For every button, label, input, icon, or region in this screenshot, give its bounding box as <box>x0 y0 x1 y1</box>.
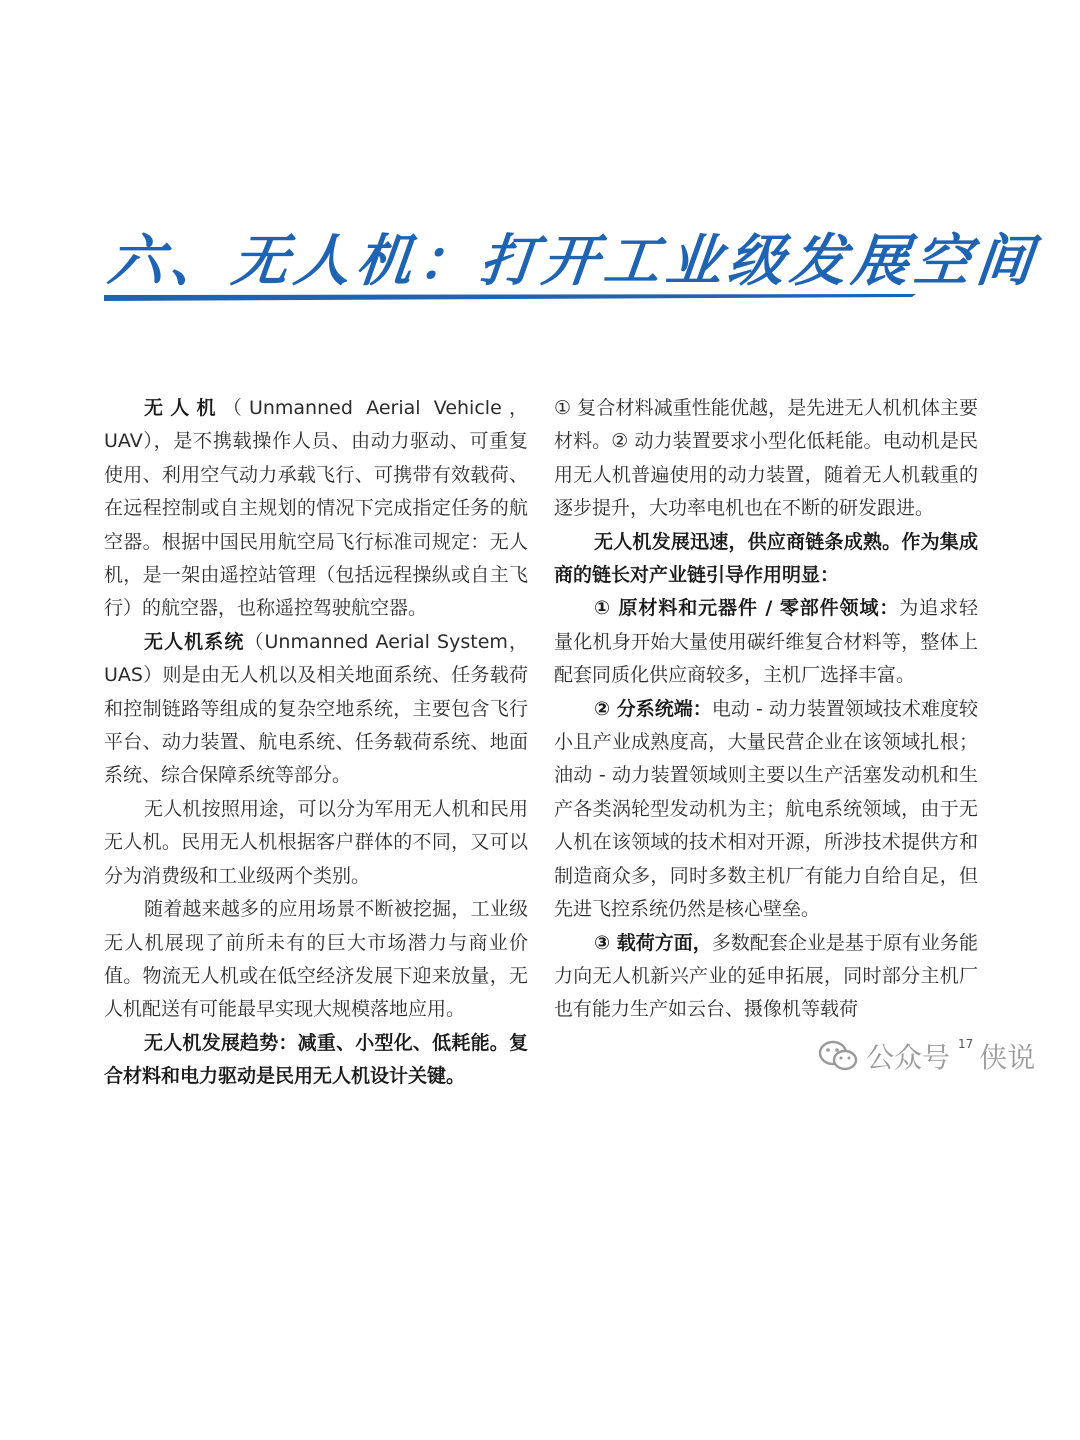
paragraph-uav-definition <box>104 392 528 626</box>
paragraph-market: 随着越来越多的应用场景不断被挖掘，工业级无人机展现了前所未有的巨大市场潜力与商业价值。物流无人机或在低空经济发展下迎来放量，无人机配送有可能最早实现大规模落地应用。 <box>104 898 528 1021</box>
author-name: 侠说 <box>979 1041 1036 1074</box>
right-column <box>554 392 978 1027</box>
watermark-footer <box>818 1036 1035 1076</box>
paragraph-raw-materials <box>554 592 978 692</box>
paragraph-text: （Unmanned Aerial Vehicle，UAV），是不携载操作人员、由动力驱动、可重复使用、利用空气动力承载飞行、可携带有效载荷、在远程控制或自主规划的情况下完成指定任务的航空器。根据中国民用航空局飞行标准司规定：无人机，是一架由遥控站管理（包括远程操纵或自主飞行）的航空器，也称遥控驾驶航空器。 <box>104 397 528 620</box>
subsystems-heading: ② 分系统端： <box>594 697 712 720</box>
term-uas: 无人机系统 <box>144 630 245 653</box>
wechat-icon <box>818 1039 858 1073</box>
paragraph-payload <box>554 927 978 1027</box>
paragraph-classification: 无人机按照用途，可以分为军用无人机和民用无人机。民用无人机根据客户群体的不同，又可以分为消费级和工业级两个类别。 <box>104 797 528 887</box>
title-underline <box>104 294 916 302</box>
term-uav: 无人机 <box>144 397 223 419</box>
raw-materials-heading: ① 原材料和元器件 / 零部件领域： <box>594 597 900 620</box>
account-label: 公众号 <box>866 1041 951 1074</box>
payload-heading: ③ 载荷方面， <box>594 931 712 954</box>
left-column <box>104 392 528 1094</box>
paragraph-text: 多数配套企业是基于原有业务能力向无人机新兴产业的延申拓展，同时部分主机厂也有能力生产如云台、摄像机等载荷 <box>554 931 978 1021</box>
paragraph-materials: ① 复合材料减重性能优越，是先进无人机机体主要材料。② 动力装置要求小型化低耗能。电动机是民用无人机普遍使用的动力装置，随着无人机载重的逐步提升，大功率电机也在不断的研发跟进。 <box>554 397 978 520</box>
title-block <box>104 222 1042 302</box>
paragraph-uas-definition <box>104 626 528 793</box>
page-title: 六、无人机：打开工业级发展空间 <box>104 229 1042 294</box>
supply-chain-heading: 无人机发展迅速，供应商链条成熟。作为集成商的链长对产业链引导作用明显： <box>554 530 978 587</box>
paragraph-text: （Unmanned Aerial System，UAS）则是由无人机以及相关地面系统、任务载荷和控制链路等组成的复杂空地系统，主要包含飞行平台、动力装置、航电系统、任务载荷系统、地面系统、综合保障系统等部分。 <box>104 630 528 787</box>
paragraph-text: 电动 - 动力装置领域技术难度较小且产业成熟度高，大量民营企业在该领域扎根；油动 - 动力装置领域则主要以生产活塞发动机和生产各类涡轮型发动机为主；航电系统领域，由于无人机在该领域的技术相对开源，所涉技术提供方和制造商众多，同时多数主机厂有能力自给自足，但先进飞控系统仍然是核心壁垒。 <box>554 697 979 921</box>
paragraph-subsystems <box>554 693 978 927</box>
page-number: 17 <box>958 1037 974 1051</box>
trend-heading: 无人机发展趋势：减重、小型化、低耗能。复合材料和电力驱动是民用无人机设计关键。 <box>104 1031 528 1088</box>
paragraph-supply-chain <box>554 526 978 593</box>
paragraph-text: 为追求轻量化机身开始大量使用碳纤维复合材料等，整体上配套同质化供应商较多，主机厂选择丰富。 <box>554 597 978 687</box>
paragraph-trends <box>104 1027 528 1094</box>
